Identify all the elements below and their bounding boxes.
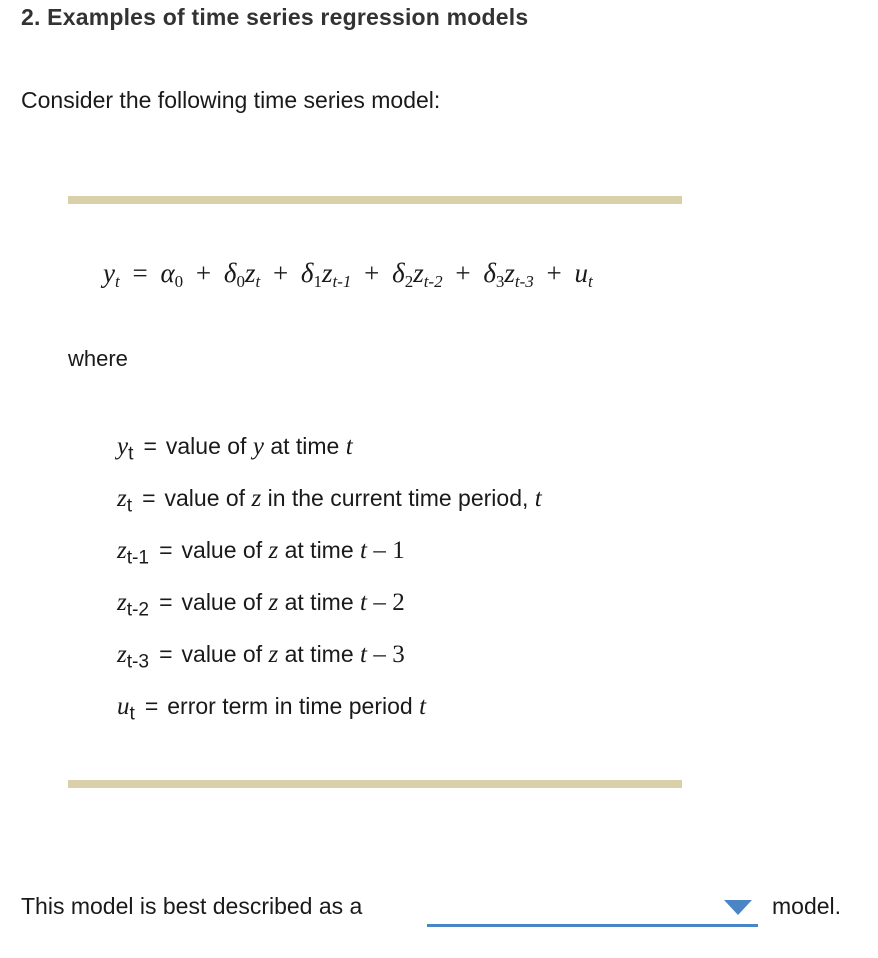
eq-alpha-sub: 0 bbox=[174, 272, 184, 291]
question-text: This model is best described as a bbox=[21, 893, 363, 919]
def-minus: – bbox=[373, 537, 386, 564]
eq-plus-2: + bbox=[272, 258, 289, 288]
def-symbol-sub: t-3 bbox=[126, 651, 150, 673]
def-time: t bbox=[419, 693, 427, 720]
def-symbol-sub: t-2 bbox=[126, 599, 150, 621]
def-symbol: z bbox=[117, 485, 127, 512]
eq-delta-0-sub: 0 bbox=[236, 272, 245, 291]
def-text-mid: at time bbox=[284, 537, 354, 563]
section-heading: 2. Examples of time series regression models bbox=[21, 4, 529, 30]
definition-row bbox=[117, 430, 353, 465]
def-var: z bbox=[268, 641, 279, 668]
def-equals: = bbox=[159, 641, 173, 667]
def-symbol: z bbox=[117, 589, 127, 616]
def-time: t bbox=[534, 485, 542, 512]
def-equals: = bbox=[159, 589, 173, 615]
def-symbol-sub: t-1 bbox=[126, 547, 150, 569]
eq-z-0-sub: t bbox=[255, 272, 261, 291]
eq-plus-1: + bbox=[195, 258, 212, 288]
eq-delta-1: δ bbox=[300, 258, 314, 288]
def-equals: = bbox=[143, 433, 157, 459]
model-equation bbox=[103, 258, 593, 289]
eq-z-2: z bbox=[413, 258, 424, 288]
eq-y: y bbox=[103, 258, 115, 288]
def-symbol-sub: t bbox=[129, 703, 135, 725]
where-label: where bbox=[68, 346, 128, 371]
def-text: value of bbox=[181, 641, 263, 667]
eq-plus-5: + bbox=[546, 258, 562, 288]
intro-text: Consider the following time series model: bbox=[21, 87, 441, 113]
definition-row bbox=[117, 638, 405, 673]
def-lag: 3 bbox=[392, 641, 405, 668]
def-minus: – bbox=[373, 641, 386, 668]
definition-row bbox=[117, 482, 542, 517]
def-var: z bbox=[268, 589, 279, 616]
def-var: y bbox=[252, 433, 264, 460]
def-symbol: z bbox=[117, 641, 127, 668]
def-text: error term in time period bbox=[167, 693, 413, 719]
def-text-mid: at time bbox=[284, 641, 354, 667]
def-var: z bbox=[268, 537, 279, 564]
eq-u-sub: t bbox=[588, 272, 593, 291]
def-text: value of bbox=[164, 485, 246, 511]
def-time: t bbox=[360, 589, 367, 616]
def-equals: = bbox=[159, 537, 173, 563]
top-divider bbox=[68, 196, 682, 204]
def-symbol: u bbox=[117, 693, 130, 720]
def-lag: 1 bbox=[392, 537, 405, 564]
def-text-mid: in the current time period, bbox=[267, 485, 529, 511]
def-text-mid: at time bbox=[270, 433, 340, 459]
def-symbol: y bbox=[117, 433, 129, 460]
eq-alpha: α bbox=[160, 258, 175, 288]
def-time: t bbox=[360, 641, 367, 668]
def-equals: = bbox=[144, 693, 159, 719]
model-type-dropdown[interactable] bbox=[427, 890, 758, 927]
def-symbol-sub: t bbox=[126, 495, 133, 517]
def-text: value of bbox=[165, 433, 247, 459]
def-symbol: z bbox=[117, 537, 127, 564]
eq-z-2-sub: t-2 bbox=[423, 272, 443, 291]
bottom-divider bbox=[68, 780, 682, 788]
eq-z-0: z bbox=[244, 258, 256, 288]
def-lag: 2 bbox=[392, 589, 405, 616]
eq-z-3-sub: t-3 bbox=[514, 272, 534, 291]
eq-delta-3: δ bbox=[483, 258, 496, 288]
eq-y-sub: t bbox=[114, 272, 120, 291]
question-suffix: model. bbox=[772, 893, 842, 919]
def-equals: = bbox=[142, 485, 156, 511]
eq-plus-3: + bbox=[364, 258, 380, 288]
def-time: t bbox=[360, 537, 367, 564]
eq-delta-0: δ bbox=[223, 258, 237, 288]
def-text: value of bbox=[181, 589, 263, 615]
eq-delta-2-sub: 2 bbox=[404, 272, 414, 291]
def-text: value of bbox=[181, 537, 263, 563]
eq-u: u bbox=[574, 258, 589, 288]
eq-z-3: z bbox=[504, 258, 515, 288]
def-time: t bbox=[345, 433, 353, 460]
eq-delta-3-sub: 3 bbox=[495, 272, 505, 291]
eq-z-1: z bbox=[321, 258, 333, 288]
eq-delta-1-sub: 1 bbox=[313, 272, 322, 291]
definition-row bbox=[117, 534, 405, 569]
def-var: z bbox=[251, 485, 262, 512]
def-text-mid: at time bbox=[284, 589, 354, 615]
definition-row bbox=[117, 586, 405, 621]
definition-row bbox=[117, 690, 427, 725]
eq-plus-4: + bbox=[455, 258, 471, 288]
chevron-down-icon[interactable] bbox=[724, 900, 752, 915]
def-minus: – bbox=[373, 589, 386, 616]
eq-delta-2: δ bbox=[392, 258, 405, 288]
eq-equals: = bbox=[132, 258, 148, 288]
def-symbol-sub: t bbox=[128, 443, 134, 465]
eq-z-1-sub: t-1 bbox=[332, 272, 352, 291]
